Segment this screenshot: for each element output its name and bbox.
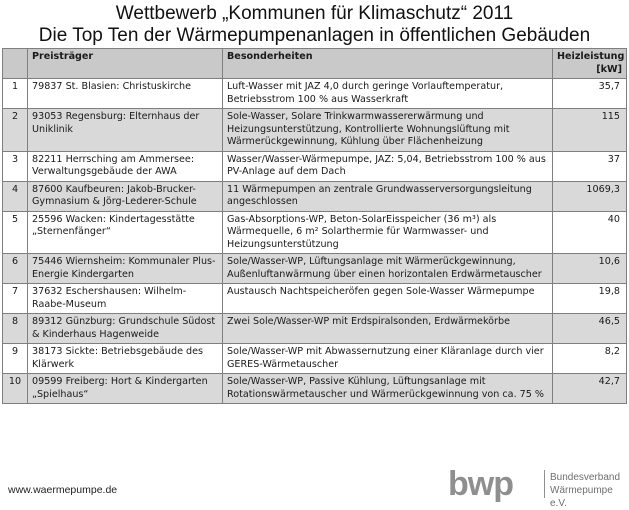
row-preistraeger: 87600 Kaufbeuren: Jakob-Brucker-Gymnasium & Jörg-Lederer-Schule: [28, 181, 223, 211]
row-number: 9: [3, 344, 28, 374]
header-nr: [3, 49, 28, 79]
row-preistraeger: 09599 Freiberg: Hort & Kindergarten „Spielhaus“: [28, 374, 223, 404]
logo-divider: [544, 470, 545, 498]
header-heizleistung: [553, 49, 627, 79]
winners-table: [2, 48, 627, 404]
website-url[interactable]: www.waermepumpe.de: [8, 484, 118, 496]
bwp-logo: [448, 465, 624, 509]
table-row: [3, 374, 627, 404]
table-row: [3, 211, 627, 254]
row-besonderheiten: Zwei Sole/Wasser-WP mit Erdspiralsonden, Erdwärmekörbe: [223, 314, 553, 344]
header-heizleistung-unit: [kW]: [596, 63, 622, 75]
row-preistraeger: 75446 Wiernsheim: Kommunaler Plus-Energie Kindergarten: [28, 254, 223, 284]
row-number: 8: [3, 314, 28, 344]
logo-mark: bwp: [448, 465, 513, 503]
row-heizleistung: 46,5: [553, 314, 627, 344]
row-heizleistung: 8,2: [553, 344, 627, 374]
row-number: 7: [3, 284, 28, 314]
header-heizleistung-label: Heizleistung: [557, 51, 625, 62]
table-row: [3, 284, 627, 314]
row-besonderheiten: 11 Wärmepumpen an zentrale Grundwasserversorgungsleitung angeschlossen: [223, 181, 553, 211]
row-heizleistung: 1069,3: [553, 181, 627, 211]
row-number: 3: [3, 151, 28, 181]
row-besonderheiten: Austausch Nachtspeicheröfen gegen Sole-Wasser Wärmepumpe: [223, 284, 553, 314]
header-besonderheiten: Besonderheiten: [223, 49, 553, 79]
row-preistraeger: 25596 Wacken: Kindertagesstätte „Sternenfänger“: [28, 211, 223, 254]
row-besonderheiten: Sole/Wasser-WP mit Abwassernutzung einer Kläranlage durch vier GERES-Wärmetauscher: [223, 344, 553, 374]
table-row: [3, 344, 627, 374]
row-number: 5: [3, 211, 28, 254]
row-heizleistung: 10,6: [553, 254, 627, 284]
header-preistraeger: Preisträger: [28, 49, 223, 79]
row-heizleistung: 115: [553, 109, 627, 152]
row-number: 10: [3, 374, 28, 404]
row-preistraeger: 82211 Herrsching am Ammersee: Verwaltungsgebäude der AWA: [28, 151, 223, 181]
row-number: 4: [3, 181, 28, 211]
row-preistraeger: 93053 Regensburg: Elternhaus der Uniklinik: [28, 109, 223, 152]
row-besonderheiten: Wasser/Wasser-Wärmepumpe, JAZ: 5,04, Betriebsstrom 100 % aus PV-Anlage auf dem Dach: [223, 151, 553, 181]
table-row: [3, 151, 627, 181]
row-preistraeger: 37632 Eschershausen: Wilhelm-Raabe-Museum: [28, 284, 223, 314]
row-heizleistung: 35,7: [553, 79, 627, 109]
row-besonderheiten: Sole/Wasser-WP, Passive Kühlung, Lüftungsanlage mit Rotationswärmetauscher und Wärmerückgewinnung von ca. 75 %: [223, 374, 553, 404]
title-line-1: Wettbewerb „Kommunen für Klimaschutz“ 2011: [115, 3, 514, 24]
row-heizleistung: 19,8: [553, 284, 627, 314]
row-preistraeger: 79837 St. Blasien: Christuskirche: [28, 79, 223, 109]
row-heizleistung: 40: [553, 211, 627, 254]
row-besonderheiten: Sole/Wasser-WP, Lüftungsanlage mit Wärmerückgewinnung, Außenluftanwärmung über einen horizontalen Erdwärmetauscher: [223, 254, 553, 284]
table-row: [3, 254, 627, 284]
table-row: [3, 79, 627, 109]
table-row: [3, 314, 627, 344]
logo-text-line-1: Bundesverband: [550, 472, 621, 483]
row-preistraeger: 89312 Günzburg: Grundschule Südost & Kinderhaus Hagenweide: [28, 314, 223, 344]
row-number: 1: [3, 79, 28, 109]
row-heizleistung: 42,7: [553, 374, 627, 404]
title-line-2: Die Top Ten der Wärmepumpenanlagen in öffentlichen Gebäuden: [38, 25, 591, 46]
row-number: 6: [3, 254, 28, 284]
row-besonderheiten: Luft-Wasser mit JAZ 4,0 durch geringe Vorlauftemperatur, Betriebsstrom 100 % aus Wasserkraft: [223, 79, 553, 109]
table-header-row: [3, 49, 627, 79]
row-besonderheiten: Sole-Wasser, Solare Trinkwarmwassererwärmung und Heizungsunterstützung, Kontrollierte Wohnungslüftung mit Wärmerückgewinnung, Kühlung über Flächenheizung: [223, 109, 553, 152]
logo-text-line-2: Wärmepumpe e.V.: [550, 485, 613, 509]
page-title: [0, 3, 629, 47]
table-row: [3, 109, 627, 152]
row-heizleistung: 37: [553, 151, 627, 181]
row-number: 2: [3, 109, 28, 152]
logo-text: [550, 471, 624, 510]
row-preistraeger: 38173 Sickte: Betriebsgebäude des Klärwerk: [28, 344, 223, 374]
table-row: [3, 181, 627, 211]
row-besonderheiten: Gas-Absorptions-WP, Beton-SolarEisspeicher (36 m³) als Wärmequelle, 6 m² Solarthermie für Warmwasser- und Heizungsunterstützung: [223, 211, 553, 254]
